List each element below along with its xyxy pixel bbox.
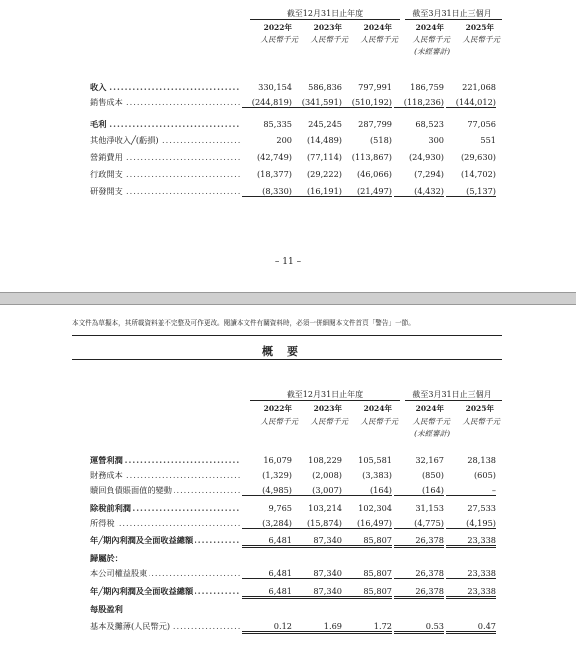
table-row [0, 135, 576, 148]
value-cell: (4,985) [242, 485, 292, 496]
value-cell: (8,330) [242, 186, 292, 197]
year-header: 2024年 [415, 404, 444, 413]
table-row [0, 535, 576, 548]
row-label-text: 財務成本 [90, 470, 123, 480]
row-label [90, 470, 240, 481]
row-label [90, 169, 240, 180]
value-cell: 105,581 [358, 455, 392, 465]
value-cell: 330,154 [258, 82, 292, 92]
title-rule-top [72, 335, 502, 336]
value-cell: (24,930) [408, 152, 444, 162]
value-cell: 0.53 [394, 621, 444, 634]
value-cell: (77,114) [306, 152, 342, 162]
row-label [90, 568, 240, 579]
value-cell: (14,702) [460, 169, 496, 179]
table-row [0, 119, 576, 132]
row-label [90, 82, 240, 93]
year-header: 2024年 [415, 23, 444, 32]
value-cell: 28,138 [467, 455, 496, 465]
value-cell: 0.12 [242, 621, 292, 634]
value-cell: 1.72 [342, 621, 392, 634]
unit-label: 人民幣千元 [412, 35, 450, 44]
value-cell: 200 [276, 135, 292, 145]
row-label-text: 營銷費用 [90, 152, 123, 162]
table-row [0, 586, 576, 599]
row-label-text: 基本及攤薄(人民幣元) [90, 621, 171, 631]
value-cell: (14,489) [306, 135, 342, 145]
row-label [90, 503, 240, 514]
row-label [90, 455, 240, 466]
row-label-text: 行政開支 [90, 169, 123, 179]
value-cell: 108,229 [308, 455, 342, 465]
value-cell: 1.69 [292, 621, 342, 634]
unit-label: 人民幣千元 [462, 35, 500, 44]
table-row [0, 169, 576, 182]
value-cell: 87,340 [292, 535, 342, 548]
row-label [90, 604, 240, 615]
value-cell: 551 [480, 135, 496, 145]
value-cell: 87,340 [292, 568, 342, 579]
year-header: 2023年 [313, 23, 342, 32]
row-label [90, 119, 240, 130]
row-label-text: 年╱期內利潤及全面收益總額 [90, 586, 194, 596]
value-cell: (118,236) [394, 97, 444, 108]
value-cell: 31,153 [415, 503, 444, 513]
row-label-text: 研發開支 [90, 186, 123, 196]
value-cell: (2,008) [312, 470, 342, 480]
table-row [0, 186, 576, 199]
table-row [0, 553, 576, 566]
row-label [90, 186, 240, 197]
value-cell: (4,775) [394, 518, 444, 529]
value-cell: (29,630) [460, 152, 496, 162]
section-title: 概要 [262, 345, 312, 358]
value-cell: (518) [369, 135, 392, 145]
value-cell: (15,874) [292, 518, 342, 529]
value-cell: (4,432) [394, 186, 444, 197]
value-cell: 586,836 [308, 82, 342, 92]
header-rule [405, 400, 502, 401]
year-header: 2022年 [263, 404, 292, 413]
value-cell: 26,378 [394, 586, 444, 599]
year-header: 2024年 [363, 404, 392, 413]
document-page-11 [0, 0, 576, 292]
value-cell: 300 [428, 135, 444, 145]
year-header: 2024年 [363, 23, 392, 32]
value-cell: 68,523 [415, 119, 444, 129]
page-number: – 11 – [274, 257, 302, 267]
value-cell: 221,068 [462, 82, 496, 92]
table-row [0, 152, 576, 165]
header-rule [405, 19, 502, 20]
row-label-text: 收入 [90, 82, 107, 92]
table-row [0, 470, 576, 483]
value-cell: 27,533 [467, 503, 496, 513]
value-cell: (244,819) [242, 97, 292, 108]
row-label-text: 除稅前利潤 [90, 503, 131, 513]
value-cell: 77,056 [467, 119, 496, 129]
value-cell: (144,012) [446, 97, 496, 108]
value-cell: (16,497) [342, 518, 392, 529]
value-cell: 287,799 [358, 119, 392, 129]
table-row [0, 455, 576, 468]
value-cell: (3,284) [242, 518, 292, 529]
value-cell: (341,591) [292, 97, 342, 108]
table-row [0, 97, 576, 110]
value-cell: (164) [394, 485, 444, 496]
value-cell: 85,807 [342, 535, 392, 548]
row-label [90, 485, 240, 496]
table-row [0, 568, 576, 581]
row-label-text: 歸屬於： [90, 553, 123, 563]
value-cell: 23,338 [446, 586, 496, 599]
value-cell: (7,294) [414, 169, 444, 179]
unit-label: 人民幣千元 [412, 417, 450, 426]
header-rule [250, 400, 400, 401]
value-cell: 85,807 [342, 568, 392, 579]
row-label-text: 所得稅 [90, 518, 115, 528]
value-cell: 32,167 [415, 455, 444, 465]
value-cell: 23,338 [446, 535, 496, 548]
unaudited-label: (未經審計) [414, 47, 450, 56]
value-cell: 26,378 [394, 568, 444, 579]
draft-notice: 本文件為草擬本，其所載資料並不完整及可作更改。閱讀本文件有關資料時，必須一併細閱本文件首頁「警告」一節。 [72, 319, 415, 327]
unit-label: 人民幣千元 [360, 417, 398, 426]
value-cell: (164) [342, 485, 392, 496]
row-label-text: 其他淨收入╱(虧損) [90, 135, 159, 145]
value-cell: (46,066) [356, 169, 392, 179]
value-cell: 9,765 [268, 503, 292, 513]
unit-label: 人民幣千元 [462, 417, 500, 426]
row-label [90, 621, 240, 632]
year-header: 2023年 [313, 404, 342, 413]
year-header: 2025年 [465, 404, 494, 413]
value-cell: (1,329) [262, 470, 292, 480]
table-row [0, 485, 576, 498]
unit-label: 人民幣千元 [310, 417, 348, 426]
row-label-text: 年╱期內利潤及全面收益總額 [90, 535, 194, 545]
value-cell: 87,340 [292, 586, 342, 599]
year-header: 2025年 [465, 23, 494, 32]
value-cell: 6,481 [242, 568, 292, 579]
row-label-text: 銷售成本 [90, 97, 123, 107]
title-rule-bottom [72, 359, 502, 360]
unit-label: 人民幣千元 [310, 35, 348, 44]
value-cell: 186,759 [410, 82, 444, 92]
row-label-text: 毛利 [90, 119, 107, 129]
row-label-text: 每股盈利 [90, 604, 123, 614]
document-page-12 [0, 305, 576, 659]
value-cell: 6,481 [242, 586, 292, 599]
value-cell: 102,304 [358, 503, 392, 513]
row-label [90, 553, 240, 564]
value-cell: (113,867) [351, 152, 392, 162]
row-label [90, 97, 240, 108]
value-cell: (605) [473, 470, 496, 480]
value-cell: (16,191) [292, 186, 342, 197]
year-header: 2022年 [263, 23, 292, 32]
table-row [0, 621, 576, 634]
row-label-text: 本公司權益股東 [90, 568, 148, 578]
value-cell: (510,192) [342, 97, 392, 108]
table-row [0, 503, 576, 516]
value-cell: 6,481 [242, 535, 292, 548]
value-cell: 797,991 [358, 82, 392, 92]
value-cell: (5,137) [446, 186, 496, 197]
header-rule [250, 19, 400, 20]
value-cell: 103,214 [308, 503, 342, 513]
value-cell: 16,079 [263, 455, 292, 465]
table-row [0, 518, 576, 531]
table-row [0, 604, 576, 617]
unit-label: 人民幣千元 [360, 35, 398, 44]
year-span-header: 截至12月31日止年度 [286, 9, 364, 18]
row-label [90, 586, 240, 597]
value-cell: – [446, 485, 496, 496]
table-row [0, 82, 576, 95]
value-cell: 26,378 [394, 535, 444, 548]
value-cell: 85,335 [263, 119, 292, 129]
value-cell: (3,007) [292, 485, 342, 496]
row-label [90, 135, 240, 146]
value-cell: (850) [421, 470, 444, 480]
row-label-text: 運營利潤 [90, 455, 123, 465]
unit-label: 人民幣千元 [260, 417, 298, 426]
year-span-header: 截至12月31日止年度 [286, 390, 364, 399]
value-cell: (3,383) [362, 470, 392, 480]
unaudited-label: (未經審計) [414, 429, 450, 438]
row-label [90, 152, 240, 163]
value-cell: (18,377) [256, 169, 292, 179]
value-cell: (21,497) [342, 186, 392, 197]
quarter-span-header: 截至3月31日止三個月 [412, 9, 492, 18]
value-cell: (29,222) [306, 169, 342, 179]
row-label [90, 535, 240, 546]
unit-label: 人民幣千元 [260, 35, 298, 44]
row-label [90, 518, 240, 529]
value-cell: 23,338 [446, 568, 496, 579]
value-cell: (4,195) [446, 518, 496, 529]
quarter-span-header: 截至3月31日止三個月 [412, 390, 492, 399]
page-separator [0, 292, 576, 305]
row-label-text: 贖回負債賬面值的變動 [90, 485, 172, 495]
value-cell: 85,807 [342, 586, 392, 599]
value-cell: 245,245 [308, 119, 342, 129]
value-cell: 0.47 [446, 621, 496, 634]
value-cell: (42,749) [256, 152, 292, 162]
